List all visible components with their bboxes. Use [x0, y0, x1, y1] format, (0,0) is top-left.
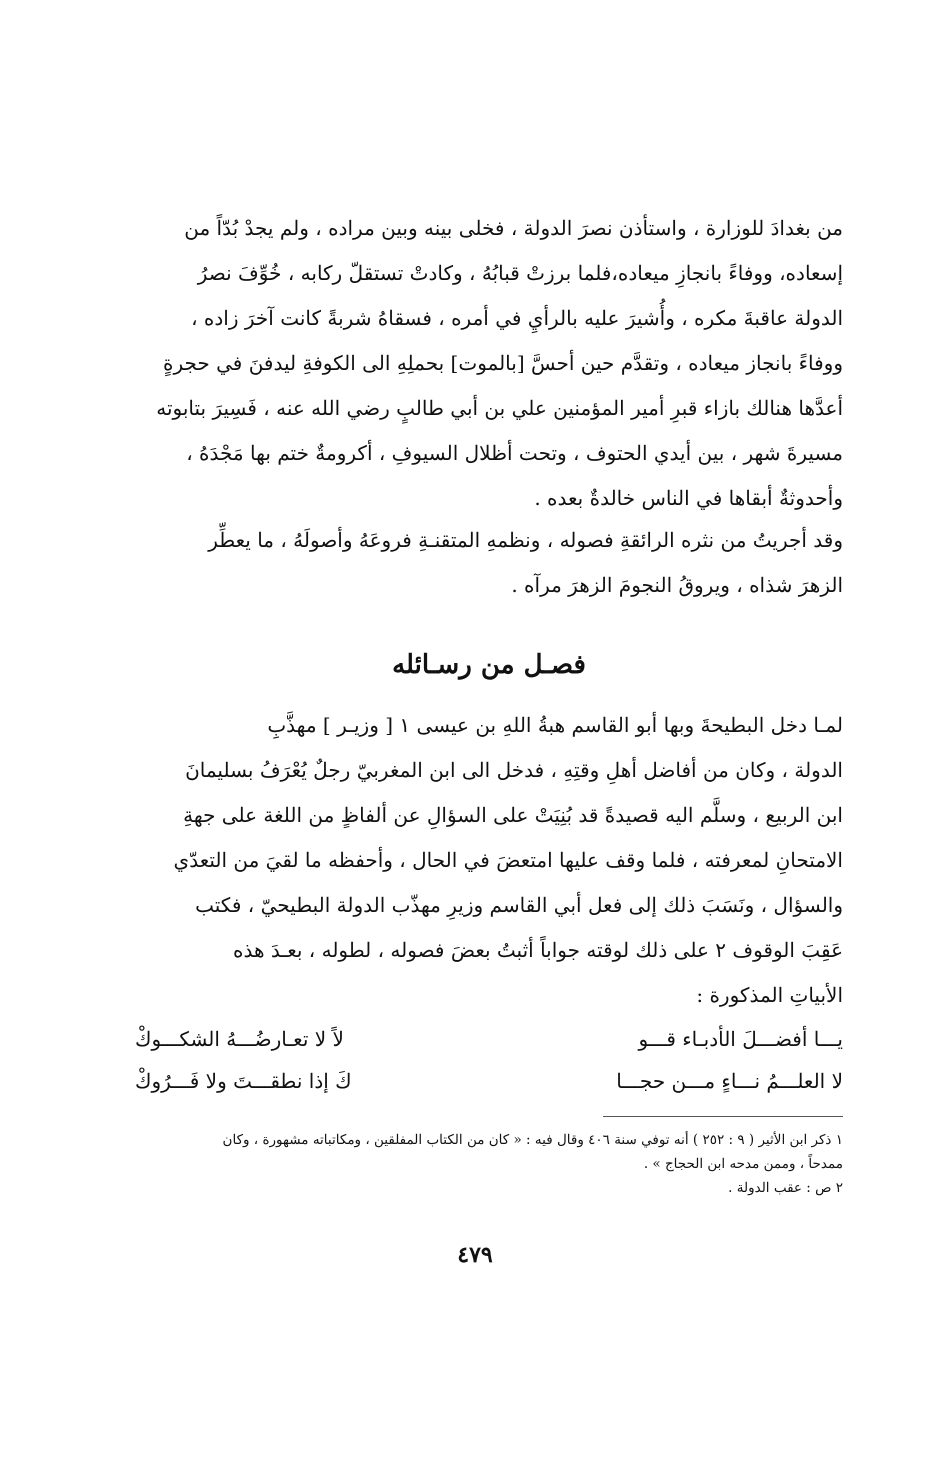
- text-line: مسيرةَ شهر ، بين أيدي الحتوف ، وتحت أظلال السيوفِ ، أكرومةٌ ختم بها مَجْدَهُ ،: [186, 441, 843, 465]
- text-line: الدولة ، وكان من أفاضل أهلِ وقتِهِ ، فدخل الى ابن المغربيّ رجلٌ يُعْرَفُ بسليمانَ: [185, 758, 843, 782]
- footnotes: [130, 1128, 843, 1200]
- footnote-line: ٢ ص : عقب الدولة .: [728, 1180, 843, 1196]
- text-line: الأبياتِ المذكورة :: [696, 983, 843, 1007]
- text-line: الامتحانِ لمعرفته ، فلما وقف عليها امتعضَ في الحال ، وأحفظه ما لقيَ من التعدّي: [173, 848, 843, 872]
- text-line: إسعاده، ووفاءً بانجازِ ميعاده،فلما برزتْ قبابُهُ ، وكادتْ تستقلّ ركابه ، خُوِّفَ نصرُ: [197, 261, 843, 285]
- footnote-line: ممدحاً ، وممن مدحه ابن الحجاج » .: [643, 1156, 843, 1172]
- text-line: والسؤال ، ونَسَبَ ذلك إلى فعل أبي القاسم وزيرِ مهذّب الدولة البطيحيّ ، فكتب: [195, 893, 843, 917]
- text-line: من بغدادَ للوزارة ، واستأذن نصرَ الدولة ، فخلى بينه وبين مراده ، ولم يجدْ بُدّاً من: [184, 216, 843, 240]
- verse-line: [135, 1018, 843, 1060]
- text-line: أعدَّها هنالك بازاء قبرِ أمير المؤمنين علي بن أبي طالبٍ رضي الله عنه ، فَسِيرَ بتابوته: [156, 396, 843, 420]
- verse-first-hemistich: يـــا أفضـــلَ الأدبـاء قـــو: [638, 1027, 843, 1051]
- text-line: وقد أجريتُ من نثره الرائقةِ فصوله ، ونظمهِ المتقنـةِ فروعَهُ وأصولَهُ ، ما يعطِّر: [208, 528, 843, 552]
- page-number: ٤٧٩: [457, 1242, 493, 1268]
- paragraph-1: [135, 206, 843, 521]
- footnote-line: ١ ذكر ابن الأثير ( ٩ : ٢٥٢ ) أنه توفي سنة ٤٠٦ وقال فيه : « كان من الكتاب المفلقين ، ومكاتباته مشهورة ، وكان: [222, 1132, 843, 1148]
- text-line: لمـا دخل البطيحةَ وبها أبو القاسم هبةُ اللهِ بن عيسى ١ [ وزيـر ] مهذَّبِ: [267, 713, 843, 737]
- poem-verses: [135, 1018, 843, 1102]
- text-line: عَقِبَ الوقوف ٢ على ذلك لوقته جواباً أثبتُ بعضَ فصوله ، لطوله ، بعـدَ هذه: [232, 938, 843, 962]
- footnote-divider: [603, 1116, 843, 1117]
- text-line: الدولة عاقبةَ مكره ، وأُشيرَ عليه بالرأيِ في أمره ، فسقاهُ شربةً كانت آخرَ زاده ،: [191, 306, 843, 330]
- paragraph-3: [135, 703, 843, 1018]
- verse-second-hemistich: لاً لا تعـارضُـــهُ الشكـــوكْ: [135, 1027, 344, 1051]
- section-heading: فصـل من رسـائله: [392, 650, 586, 680]
- text-line: وأحدوثةٌ أبقاها في الناس خالدةٌ بعده .: [534, 486, 843, 510]
- verse-first-hemistich: لا العلـــمُ نـــاءٍ مـــن حجـــا: [616, 1069, 843, 1093]
- text-line: ووفاءً بانجاز ميعاده ، وتقدَّم حين أحسَّ [بالموت] بحملِهِ الى الكوفةِ ليدفنَ في حجرةٍ: [162, 351, 843, 375]
- verse-line: [135, 1060, 843, 1102]
- paragraph-2: [135, 518, 843, 608]
- text-line: ابن الربيع ، وسلَّم اليه قصيدةً قد بُنِيَتْ على السؤالِ عن ألفاظٍ من اللغة على جهةِ: [183, 803, 843, 827]
- text-line: الزهرَ شذاه ، ويروقُ النجومَ الزهرَ مرآه .: [511, 573, 843, 597]
- verse-second-hemistich: كَ إذا نطقـــتَ ولا فَـــرُوكْ: [135, 1069, 352, 1093]
